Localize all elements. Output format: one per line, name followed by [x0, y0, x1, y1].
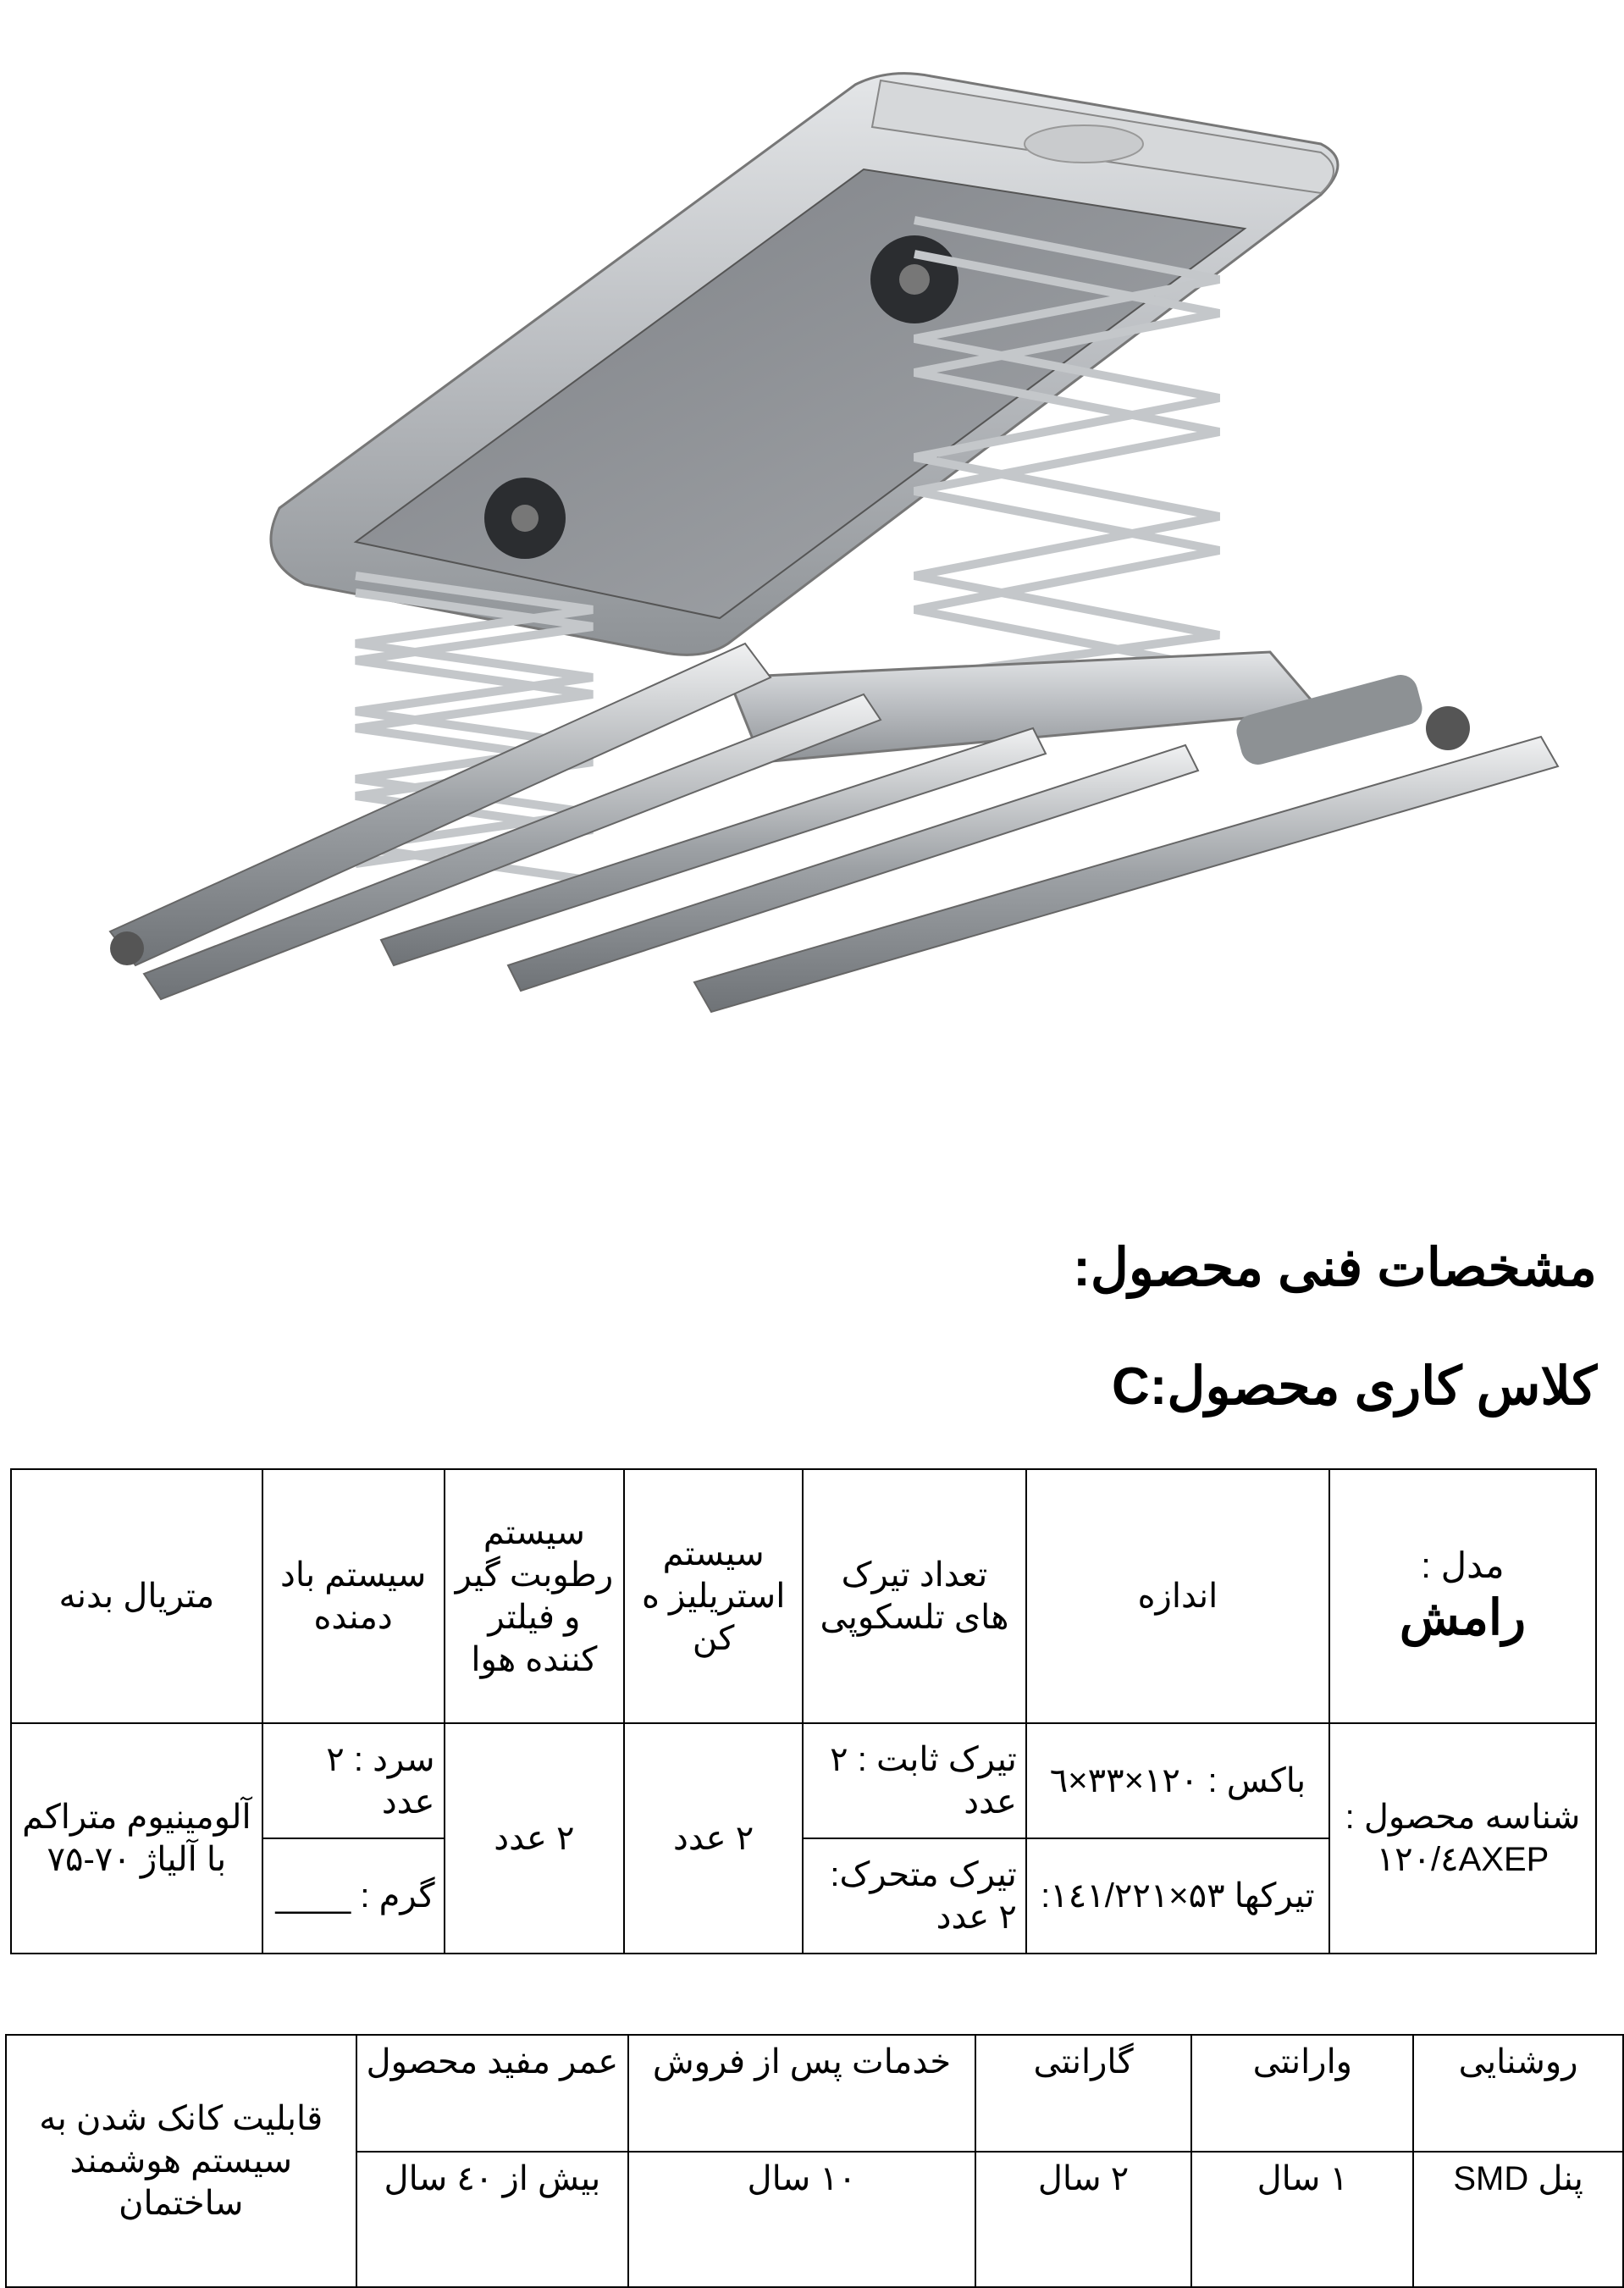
- feature-header-after-sales: خدمات پس از فروش: [628, 2035, 975, 2152]
- feature-header-lifespan: عمر مفید محصول: [356, 2035, 629, 2152]
- ceiling-housing: [271, 74, 1338, 655]
- spec-table: [10, 1468, 1597, 1954]
- feature-value-lifespan: بیش از ٤۰ سال: [356, 2152, 629, 2287]
- header-blower: سیستم باد دمنده: [262, 1469, 445, 1723]
- dehumidifier-count: ۲ عدد: [445, 1723, 625, 1954]
- product-photo: [0, 0, 1624, 1101]
- header-sterilizer: سیستم استریلیز ه کن: [624, 1469, 803, 1723]
- model-cell: [1329, 1469, 1596, 1723]
- feature-header-lighting: روشنایی: [1413, 2035, 1623, 2152]
- sterilizer-count: ۲ عدد: [624, 1723, 803, 1954]
- feature-header-warranty: وارانتی: [1191, 2035, 1413, 2152]
- header-body-material: متریال بدنه: [11, 1469, 262, 1723]
- feature-value-lighting: پنل SMD: [1413, 2152, 1623, 2287]
- fixed-bars: تیرک ثابت : ۲ عدد: [803, 1723, 1026, 1838]
- header-size: اندازه: [1026, 1469, 1329, 1723]
- feature-value-warranty: ۱ سال: [1191, 2152, 1413, 2287]
- feature-smart-building: قابلیت کانک شدن به سیستم هوشمند ساختمان: [6, 2035, 356, 2287]
- header-dehumidifier: سیستم رطوبت گیر و فیلتر کننده هوا: [445, 1469, 625, 1723]
- header-telescopic-bars: تعداد تیرک های تلسکوپی: [803, 1469, 1026, 1723]
- size-box: باکس : ۱۲۰×۳۳×٦: [1026, 1723, 1329, 1838]
- feature-table: [5, 2034, 1624, 2288]
- class-line: کلاس کاری محصول:C: [1111, 1357, 1597, 1416]
- feature-header-guarantee: گارانتی: [975, 2035, 1192, 2152]
- blower-hot: گرم : ____: [262, 1838, 445, 1954]
- section-title: مشخصات فنی محصول:: [1073, 1239, 1597, 1297]
- body-material-value: آلومینیوم متراکم با آلیاژ ۷۰-۷۵: [11, 1723, 262, 1954]
- product-id: شناسه محصول : ۱۲۰/٤AXEP: [1329, 1723, 1596, 1954]
- drying-rods: [110, 644, 1558, 1012]
- feature-value-guarantee: ۲ سال: [975, 2152, 1192, 2287]
- feature-value-after-sales: ۱۰ سال: [628, 2152, 975, 2287]
- model-label: مدل :: [1421, 1545, 1505, 1585]
- size-bars: تیرکها ۵۳×۱٤۱/۲۲۱:: [1026, 1838, 1329, 1954]
- moving-bars: تیرک متحرک: ۲ عدد: [803, 1838, 1026, 1954]
- model-name: رامش: [1399, 1590, 1527, 1645]
- blower-cold: سرد : ۲ عدد: [262, 1723, 445, 1838]
